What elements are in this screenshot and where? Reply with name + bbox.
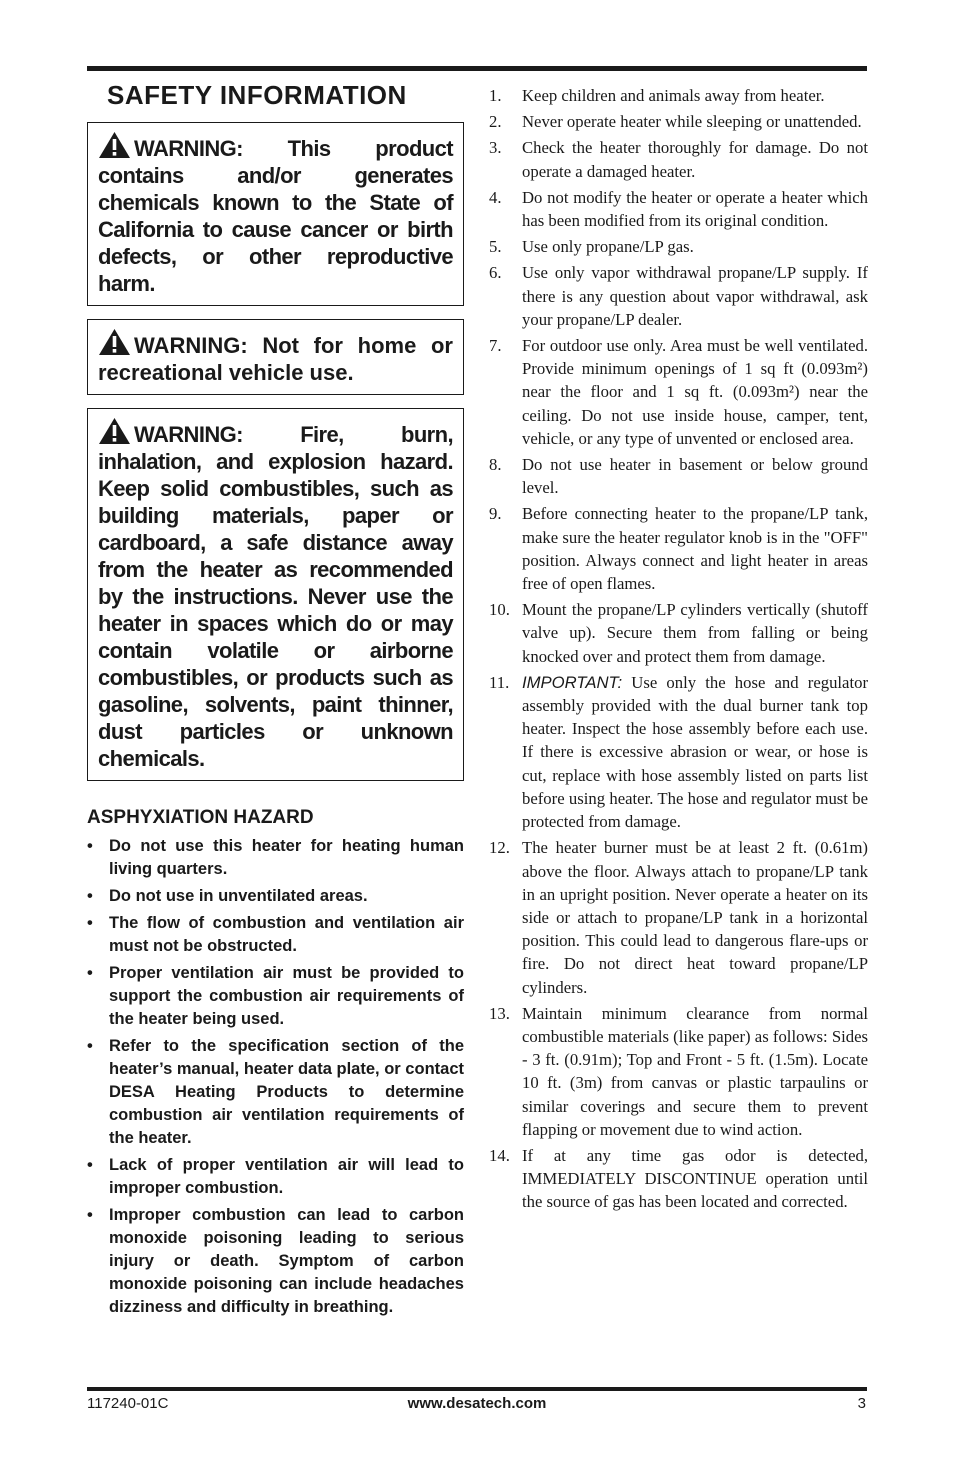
top-rule — [87, 66, 867, 71]
list-item — [487, 110, 868, 133]
list-item — [487, 1144, 868, 1214]
bottom-rule — [87, 1387, 867, 1391]
item-text: For outdoor use only. Area must be well ventilated. Provide minimum openings of 1 sq ft (0.093m²) near the floor and 1 sq ft. (0.093m²) near the ceiling. Do not use inside house, camper, tent, vehicle, or any type of unvented or enclosed area. — [522, 336, 868, 448]
item-number: 10. — [489, 600, 510, 620]
item-text: Maintain minimum clearance from normal combustible materials (like paper) as follows: Sides - 3 ft. (0.91m); Top and Front - 5 ft. (1.5m). Locate 10 ft. (3m) from canvas or plastic tarpaulins or similar coverings and secure them to prevent flapping or movement due to wind action. — [522, 1003, 868, 1139]
warning-triangle-icon — [98, 417, 131, 445]
item-text: Do not modify the heater or operate a heater which has been modified from its original condition. — [522, 187, 868, 231]
list-item — [487, 334, 868, 450]
item-number: 5. — [489, 237, 502, 257]
item-number: 13. — [489, 1003, 510, 1023]
item-text: If at any time gas odor is detected, IMMEDIATELY DISCONTINUE operation until the source of gas has been located and corrected. — [522, 1145, 868, 1212]
item-text: Use only propane/LP gas. — [522, 237, 694, 257]
list-item-text: Do not use this heater for heating human living quarters. — [109, 837, 464, 878]
list-item — [487, 136, 868, 182]
list-item-text: Do not use in unventilated areas. — [109, 887, 368, 905]
item-number: 2. — [489, 112, 502, 132]
list-item-text: The flow of combustion and ventilation air must not be obstructed. — [109, 914, 464, 955]
important-label: IMPORTANT: — [522, 672, 623, 692]
list-item-text: Improper combustion can lead to carbon monoxide poisoning leading to serious injury or death. Symptom of carbon monoxide poisoning can include headaches dizziness and difficulty in breathing. — [109, 1206, 464, 1316]
asphyxiation-hazard-title: ASPHYXIATION HAZARD — [87, 807, 314, 828]
list-item — [487, 84, 868, 107]
item-number: 4. — [489, 187, 502, 207]
warning-triangle-icon — [98, 131, 131, 159]
asphyxiation-list — [87, 835, 464, 1319]
item-number: 6. — [489, 263, 502, 283]
bullet: • — [87, 914, 93, 932]
list-item — [487, 1002, 868, 1141]
list-item — [87, 1035, 464, 1150]
website-link[interactable]: www.desatech.com — [407, 1395, 547, 1412]
list-item — [487, 261, 868, 331]
list-item — [487, 598, 868, 668]
safety-rules-list — [487, 84, 868, 1214]
list-item — [487, 836, 868, 998]
page-title: SAFETY INFORMATION — [107, 80, 407, 110]
warning-text-chemicals: WARNING: This product contains and/or generates chemicals known to the State of California to cause cancer or birth defects, or other reproductive harm. — [98, 136, 453, 296]
warning-text-fire: WARNING: Fire, burn, inhalation, and explosion hazard. Keep solid combustibles, such as building materials, paper or cardboard, a safe distance away from the heater as recommended by the instructions. Never use the heater in spaces which do or may contain volatile or airborne combustibles, or products such as gasoline, solvents, paint thinner, dust particles or unknown chemicals. — [98, 422, 453, 771]
bullet: • — [87, 887, 93, 905]
item-number: 3. — [489, 138, 502, 158]
page-number: 3 — [857, 1395, 866, 1412]
list-item — [87, 962, 464, 1031]
warning-box-chemicals — [87, 122, 464, 306]
item-number: 14. — [489, 1145, 510, 1165]
warning-triangle-icon — [98, 328, 131, 356]
item-text: Use only the hose and regulator assembly provided with the dual burner tank top heater. Inspect the hose assembly before each use. If there is excessive abrasion or wear, or hose is cut, replace with hose assembly listed on parts list before using heater. The hose and regulator must be protected from damage. — [522, 672, 868, 832]
list-item — [487, 502, 868, 595]
warning-box-fire — [87, 408, 464, 781]
left-column — [87, 78, 464, 1323]
item-number: 7. — [489, 336, 502, 356]
list-item — [487, 453, 868, 499]
bullet: • — [87, 837, 93, 855]
right-column — [487, 84, 868, 1217]
item-number: 1. — [489, 86, 502, 105]
bullet: • — [87, 1156, 93, 1174]
list-item — [87, 885, 464, 908]
item-number: 9. — [489, 504, 502, 524]
list-item — [487, 671, 868, 833]
list-item — [87, 1204, 464, 1319]
document-number: 117240-01C — [87, 1395, 169, 1412]
warning-box-vehicle — [87, 319, 464, 395]
item-text: Never operate heater while sleeping or unattended. — [522, 112, 862, 132]
list-item — [87, 835, 464, 881]
bullet: • — [87, 964, 93, 982]
item-number: 8. — [489, 455, 502, 475]
item-text: Before connecting heater to the propane/LP tank, make sure the heater regulator knob is in the "OFF" position. Always connect and light heater in areas free of open flames. — [522, 504, 868, 594]
item-number: 11. — [489, 672, 510, 692]
item-number: 12. — [489, 838, 510, 858]
item-text: Keep children and animals away from heater. — [522, 86, 825, 105]
item-text: Do not use heater in basement or below ground level. — [522, 455, 868, 498]
list-item — [87, 912, 464, 958]
item-text: The heater burner must be at least 2 ft. (0.61m) above the floor. Always attach to propane/LP tank in an upright position. Never operate a heater on its side or attach to propane/LP tank in a horizontal position. This could lead to dangerous flare-ups or fire. Do not direct heat toward propane/LP cylinders. — [522, 838, 868, 997]
list-item — [487, 235, 868, 258]
bullet: • — [87, 1037, 93, 1055]
item-text: Use only vapor withdrawal propane/LP supply. If there is any question about vapor withdrawal, ask your propane/LP dealer. — [522, 263, 868, 329]
item-text: Mount the propane/LP cylinders vertically (shutoff valve up). Secure them from falling or being knocked over and protect them from damage. — [522, 600, 868, 666]
list-item-text: Lack of proper ventilation air will lead to improper combustion. — [109, 1156, 464, 1197]
list-item-text: Refer to the specification section of the heater’s manual, heater data plate, or contact DESA Heating Products to determine combustion air ventilation requirements of the heater. — [109, 1037, 464, 1147]
list-item — [87, 1154, 464, 1200]
bullet: • — [87, 1206, 93, 1224]
warning-text-vehicle: WARNING: Not for home or recreational vehicle use. — [98, 333, 453, 385]
list-item-text: Proper ventilation air must be provided to support the combustion air requirements of the heater being used. — [109, 964, 464, 1028]
item-text: Check the heater thoroughly for damage. Do not operate a damaged heater. — [522, 138, 868, 181]
list-item — [487, 186, 868, 232]
